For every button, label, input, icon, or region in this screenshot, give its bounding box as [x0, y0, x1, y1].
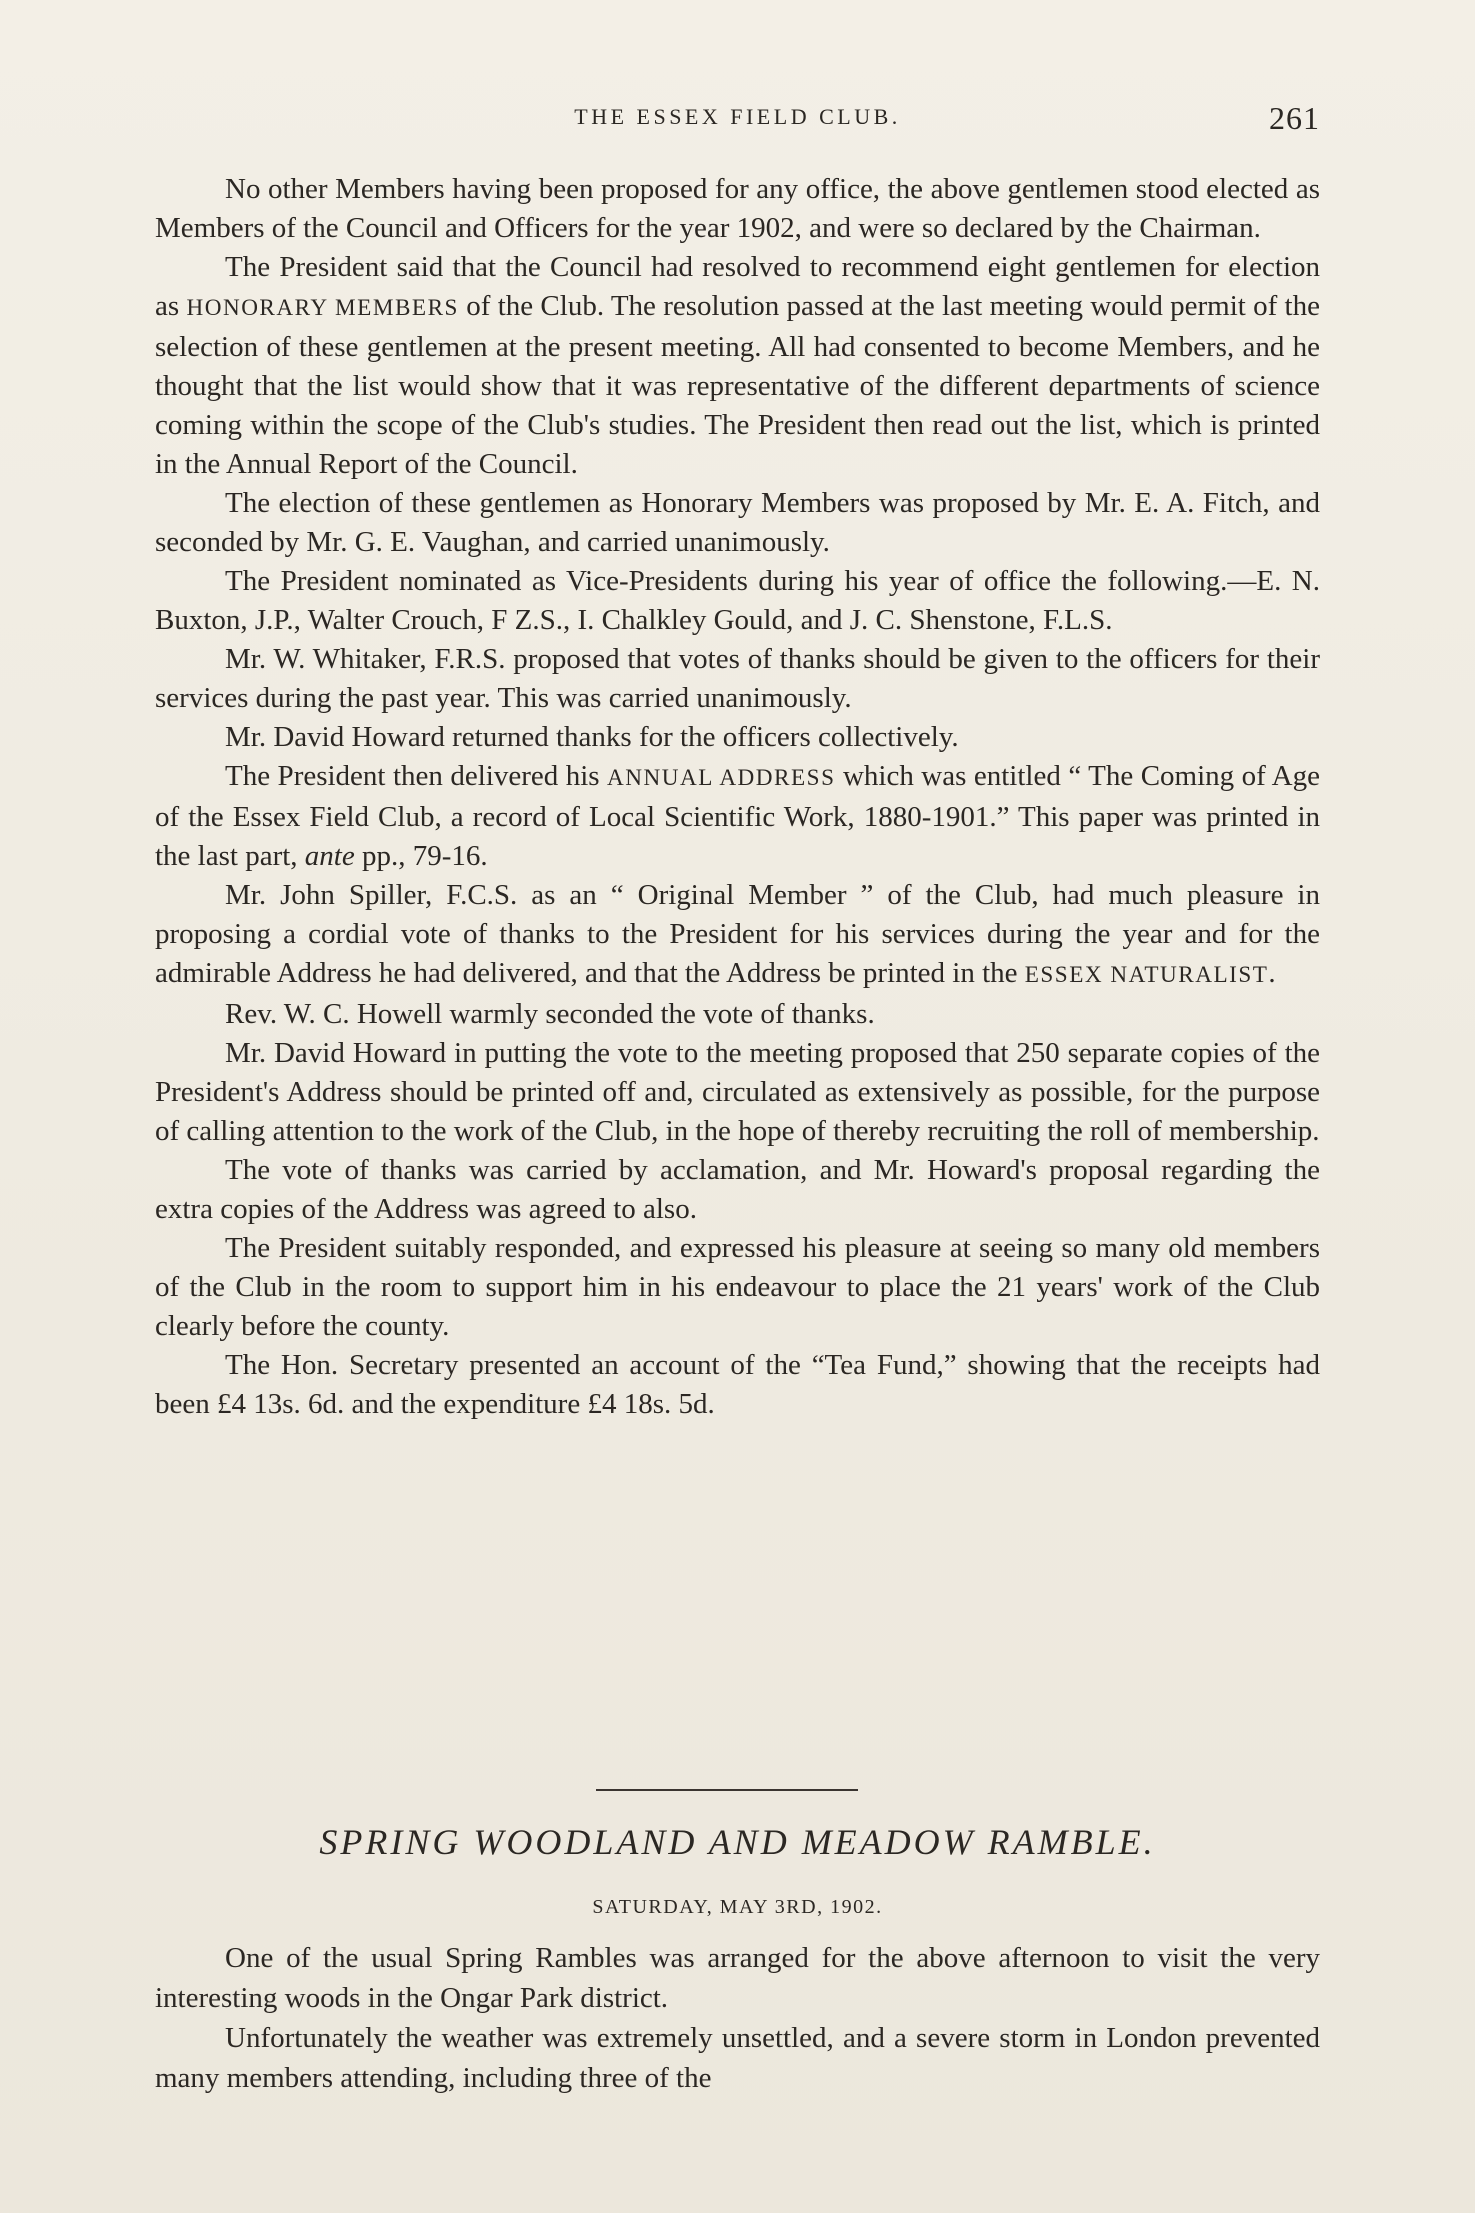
text-run: The Hon. Secretary presented an account of the “Tea Fund,” showing that the receipts had been £4 13s. 6d. and the expenditure £4 18s. 5d. [155, 1349, 1320, 1420]
paragraph [155, 170, 1320, 248]
paragraph [155, 995, 1320, 1034]
paragraph [155, 876, 1320, 995]
paragraph [155, 562, 1320, 640]
text-run: The election of these gentlemen as Honorary Members was proposed by Mr. E. A. Fitch, and seconded by Mr. G. E. Vaughan, and carried unanimously. [155, 487, 1320, 558]
text-run: . [1268, 957, 1276, 989]
meeting-minutes-text [155, 170, 1320, 1424]
paragraph [155, 1034, 1320, 1151]
styled-text: ante [304, 840, 355, 872]
text-run: pp., 79-16. [354, 840, 488, 872]
text-run: which was entitled “ The Coming of Age of the Essex Field Club, a record of Local Scientific Work, 1880-1901.” This paper was printed in the last part, [155, 760, 1320, 872]
paragraph [155, 1346, 1320, 1424]
text-run: The President said that the Council had resolved to recommend eight gentlemen for election as [155, 251, 1320, 322]
section-title: SPRING WOODLAND AND MEADOW RAMBLE. [319, 1822, 1156, 1862]
paragraph [155, 718, 1320, 757]
section-date [155, 1892, 1320, 1920]
paragraph [155, 757, 1320, 876]
section-paragraph: One of the usual Spring Rambles was arranged for the above afternoon to visit the very interesting woods in the Ongar Park district. [155, 1942, 1320, 2014]
text-run: Mr. John Spiller, F.C.S. as an “ Original Member ” of the Club, had much pleasure in proposing a cordial vote of thanks to the President for his services during the year and for the admirable Address he had delivered, and that the Address be printed in the [155, 879, 1320, 989]
text-run: Mr. David Howard in putting the vote to the meeting proposed that 250 separate copies of the President's Address should be printed off and, circulated as extensively as possible, for the purpose of calling attention to the work of the Club, in the hope of thereby recruiting the roll of membership. [155, 1037, 1320, 1147]
section-paragraph: Unfortunately the weather was extremely unsettled, and a severe storm in London prevented many members attending, including three of the [155, 2022, 1320, 2094]
text-run: Mr. David Howard returned thanks for the officers collectively. [225, 721, 959, 753]
styled-text: HONORARY MEMBERS [186, 295, 459, 321]
text-run: The President nominated as Vice-Presidents during his year of office the following.—E. N. Buxton, J.P., Walter Crouch, F Z.S., I. Chalkley Gould, and J. C. Shenstone, F.L.S. [155, 565, 1320, 636]
styled-text: ANNUAL ADDRESS [607, 765, 836, 791]
section-divider [596, 1789, 858, 1791]
running-title: THE ESSEX FIELD CLUB. [574, 104, 901, 129]
paragraph [155, 248, 1320, 484]
text-run: The President then delivered his [225, 760, 608, 792]
text-run: of the Club. The resolution passed at the last meeting would permit of the selection of these gentlemen at the present meeting. All had consented to become Members, and he thought that the list would show that it was representative of the different departments of science coming within the scope of the Club's studies. The President then read out the list, which is printed in the Annual Report of the Council. [155, 290, 1320, 480]
paragraph [155, 640, 1320, 718]
text-run: The President suitably responded, and expressed his pleasure at seeing so many old members of the Club in the room to support him in his endeavour to place the 21 years' work of the Club clearly before the county. [155, 1232, 1320, 1342]
page-number: 261 [1269, 100, 1320, 136]
paragraph [155, 484, 1320, 562]
section-date-text: SATURDAY, MAY 3RD, 1902. [592, 1896, 883, 1918]
text-run: Rev. W. C. Howell warmly seconded the vote of thanks. [225, 998, 875, 1030]
paragraph [155, 1151, 1320, 1229]
styled-text: ESSEX NATURALIST [1024, 962, 1269, 988]
section-text [155, 1938, 1320, 2098]
text-run: No other Members having been proposed for any office, the above gentlemen stood elected as Members of the Council and Officers for the year 1902, and were so declared by the Chairman. [155, 173, 1320, 244]
running-head [155, 100, 1320, 140]
text-run: The vote of thanks was carried by acclamation, and Mr. Howard's proposal regarding the extra copies of the Address was agreed to also. [155, 1154, 1320, 1225]
text-run: Mr. W. Whitaker, F.R.S. proposed that votes of thanks should be given to the officers for their services during the past year. This was carried unanimously. [155, 643, 1320, 714]
paragraph [155, 1229, 1320, 1346]
